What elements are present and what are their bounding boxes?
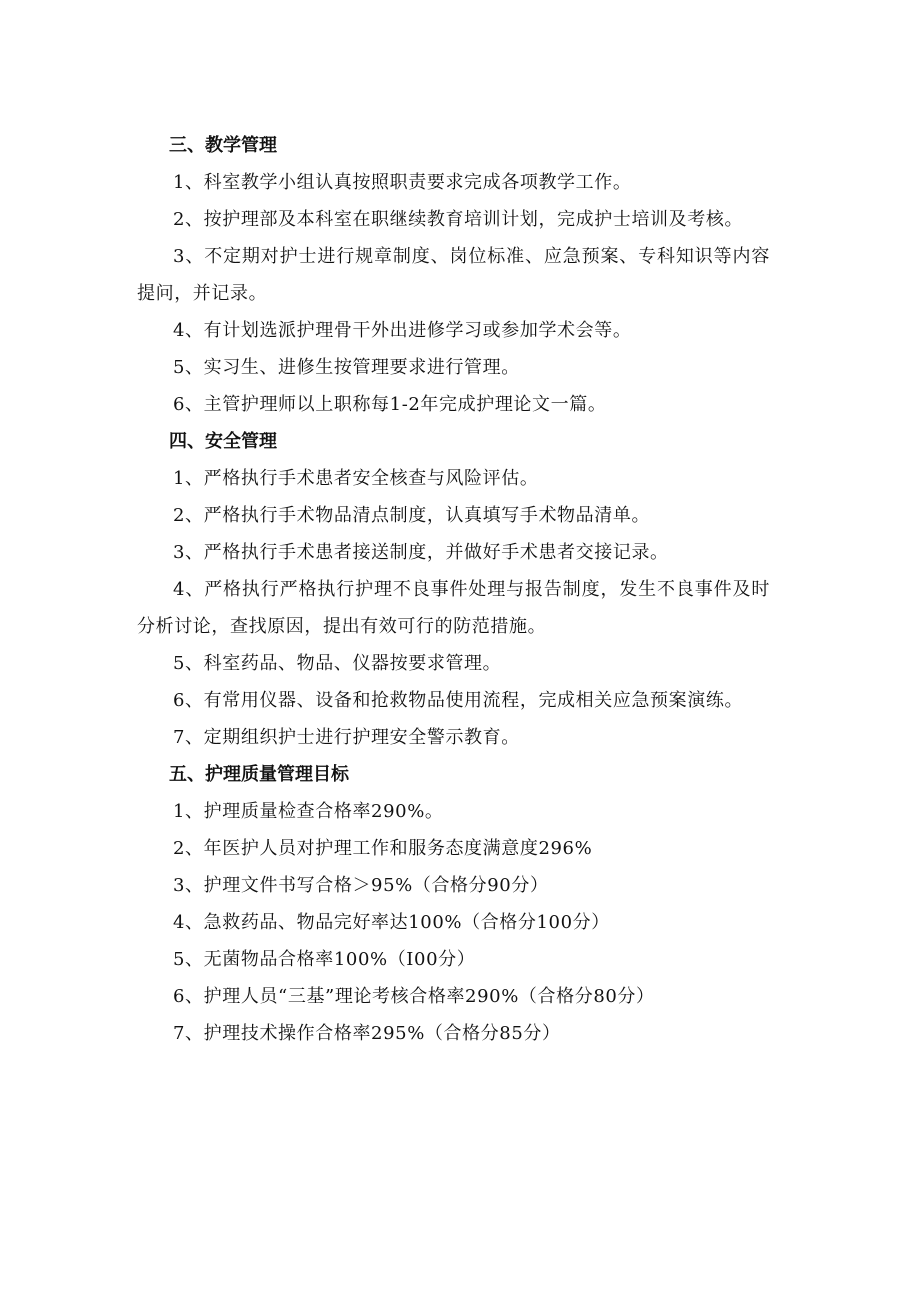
paragraph: 6、有常用仪器、设备和抢救物品使用流程，完成相关应急预案演练。 xyxy=(173,690,744,711)
paragraph: 2、按护理部及本科室在职继续教育培训计划，完成护士培训及考核。 xyxy=(173,209,744,230)
section-title-quality-goals: 五、护理质量管理目标 xyxy=(169,764,349,785)
paragraph: 2、严格执行手术物品清点制度，认真填写手术物品清单。 xyxy=(173,505,651,526)
paragraph: 1、护理质量检查合格率290%。 xyxy=(173,801,444,822)
section-title-teaching: 三、教学管理 xyxy=(169,135,277,156)
paragraph: 6、护理人员“三基”理论考核合格率290%（合格分80分） xyxy=(173,986,655,1007)
paragraph: 3、不定期对护士进行规章制度、岗位标准、应急预案、专科知识等内容提问，并记录。 xyxy=(137,246,770,304)
paragraph: 4、有计划选派护理骨干外出进修学习或参加学术会等。 xyxy=(173,320,632,341)
paragraph: 3、护理文件书写合格＞95%（合格分90分） xyxy=(173,875,549,896)
paragraph: 5、科室药品、物品、仪器按要求管理。 xyxy=(173,653,502,674)
paragraph: 3、严格执行手术患者接送制度，并做好手术患者交接记录。 xyxy=(173,542,669,563)
paragraph: 2、年医护人员对护理工作和服务态度满意度296% xyxy=(173,838,593,859)
paragraph: 4、严格执行严格执行护理不良事件处理与报告制度，发生不良事件及时分析讨论，查找原因，提出有效可行的防范措施。 xyxy=(137,579,770,637)
paragraph: 5、无菌物品合格率100%（I00分） xyxy=(173,949,476,970)
paragraph: 1、严格执行手术患者安全核查与风险评估。 xyxy=(173,468,539,489)
paragraph: 7、护理技术操作合格率295%（合格分85分） xyxy=(173,1023,561,1044)
paragraph: 6、主管护理师以上职称每1-2年完成护理论文一篇。 xyxy=(173,394,607,415)
paragraph: 4、急救药品、物品完好率达100%（合格分100分） xyxy=(173,912,610,933)
paragraph: 5、实习生、进修生按管理要求进行管理。 xyxy=(173,357,520,378)
paragraph: 1、科室教学小组认真按照职责要求完成各项教学工作。 xyxy=(173,172,632,193)
paragraph: 7、定期组织护士进行护理安全警示教育。 xyxy=(173,727,520,748)
section-title-safety: 四、安全管理 xyxy=(169,431,277,452)
